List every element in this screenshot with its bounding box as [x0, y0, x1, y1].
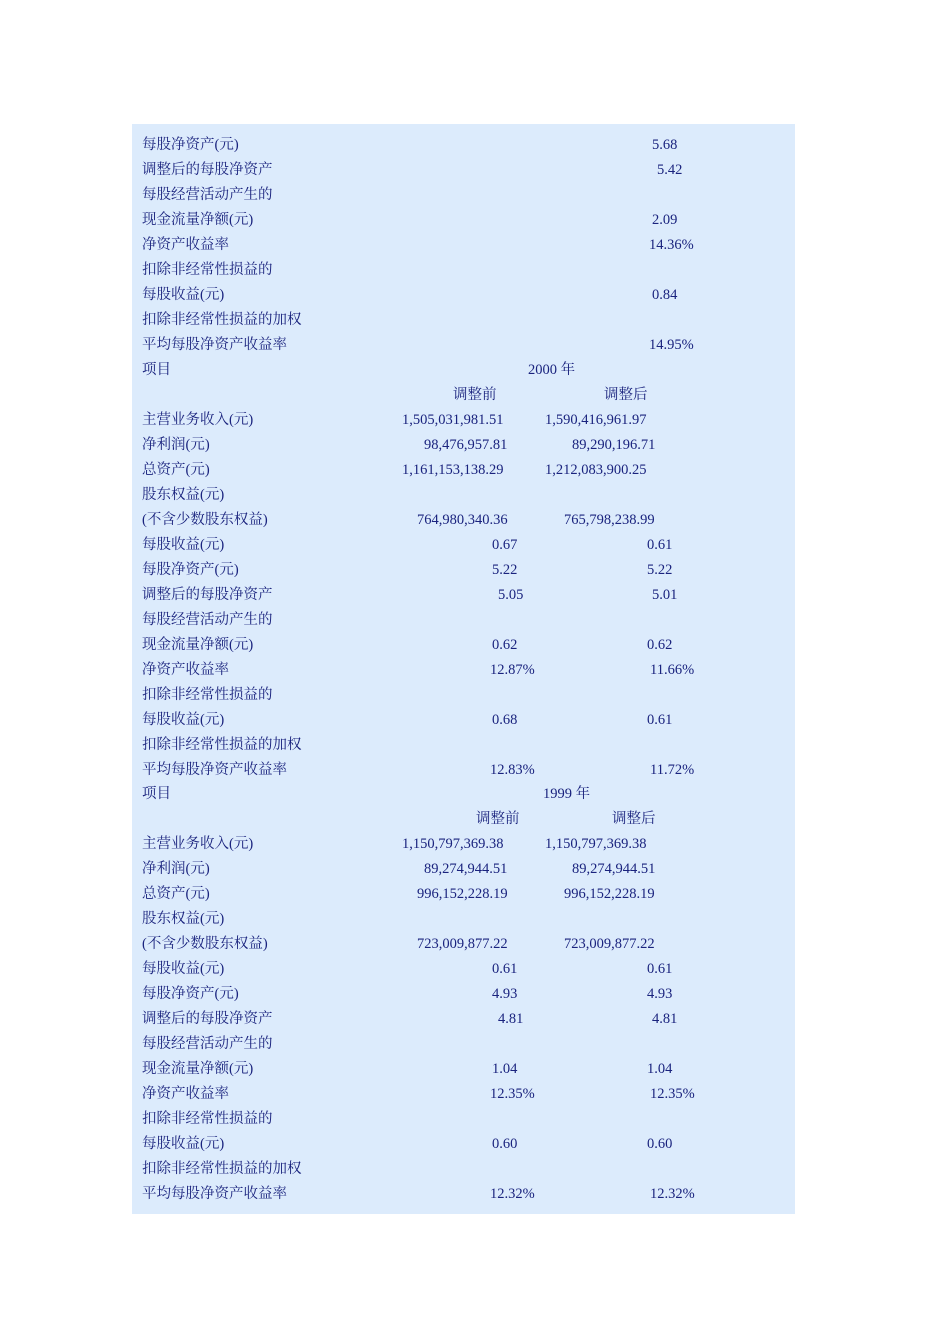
value-before: 12.35%: [490, 1086, 535, 1102]
year-label: 1999 年: [543, 786, 591, 802]
row-value: 5.68: [652, 137, 678, 153]
value-after: 4.93: [647, 986, 673, 1002]
value-before: 1.04: [492, 1061, 518, 1077]
row-value: 14.95%: [649, 337, 694, 353]
row-label: 调整后的每股净资产: [142, 162, 273, 178]
section-header-row: [132, 782, 795, 807]
row-label: 每股经营活动产生的: [142, 612, 273, 628]
value-before: 0.61: [492, 961, 518, 977]
value-after: 996,152,228.19: [564, 886, 655, 902]
value-after: 89,274,944.51: [572, 861, 656, 877]
value-before: 98,476,957.81: [424, 437, 508, 453]
value-before: 0.60: [492, 1136, 518, 1152]
table-row: [132, 633, 795, 658]
table-row: [132, 1132, 795, 1157]
table-row: [132, 283, 795, 308]
table-row: [132, 558, 795, 583]
row-label: 平均每股净资产收益率: [142, 1186, 287, 1202]
table-row: [132, 1182, 795, 1207]
value-before: 0.67: [492, 537, 518, 553]
row-label: 扣除非经常性损益的加权: [142, 737, 302, 753]
row-label: 主营业务收入(元): [142, 836, 254, 852]
table-row: [132, 1082, 795, 1107]
section-header-row: [132, 358, 795, 383]
row-label: 股东权益(元): [142, 911, 225, 927]
row-label: 总资产(元): [142, 886, 210, 902]
row-label: 每股收益(元): [142, 712, 225, 728]
table-row: [132, 932, 795, 957]
value-before: 12.87%: [490, 662, 535, 678]
table-row: [132, 882, 795, 907]
table-row: [132, 508, 795, 533]
row-label: 每股收益(元): [142, 537, 225, 553]
row-label: 每股收益(元): [142, 961, 225, 977]
value-after: 1,212,083,900.25: [545, 462, 647, 478]
table-row: [132, 533, 795, 558]
value-before: 996,152,228.19: [417, 886, 508, 902]
table-row: [132, 758, 795, 783]
value-before: 723,009,877.22: [417, 936, 508, 952]
value-before: 764,980,340.36: [417, 512, 508, 528]
value-before: 1,505,031,981.51: [402, 412, 504, 428]
value-after: 11.66%: [650, 662, 695, 678]
row-label: 现金流量净额(元): [142, 1061, 254, 1077]
table-row: [132, 158, 795, 183]
row-label: 股东权益(元): [142, 487, 225, 503]
table-row: [132, 957, 795, 982]
table-row: [132, 408, 795, 433]
table-row: [132, 483, 795, 508]
item-label: 项目: [142, 786, 171, 802]
row-label: 每股净资产(元): [142, 986, 239, 1002]
row-label: 扣除非经常性损益的: [142, 1111, 273, 1127]
value-after: 765,798,238.99: [564, 512, 655, 528]
row-label: 净利润(元): [142, 861, 210, 877]
row-label: 每股经营活动产生的: [142, 187, 273, 203]
table-row: [132, 857, 795, 882]
row-value: 0.84: [652, 287, 678, 303]
table-row: [132, 683, 795, 708]
value-before: 12.83%: [490, 762, 535, 778]
row-label: (不含少数股东权益): [142, 512, 268, 528]
row-label: 净利润(元): [142, 437, 210, 453]
row-label: 扣除非经常性损益的: [142, 262, 273, 278]
row-label: 平均每股净资产收益率: [142, 762, 287, 778]
table-row: [132, 832, 795, 857]
column-header-before: 调整前: [453, 387, 497, 403]
column-header-row: [132, 807, 795, 832]
value-before: 1,161,153,138.29: [402, 462, 504, 478]
table-row: [132, 433, 795, 458]
row-label: 净资产收益率: [142, 1086, 229, 1102]
row-label: 净资产收益率: [142, 237, 229, 253]
value-before: 89,274,944.51: [424, 861, 508, 877]
value-after: 1,590,416,961.97: [545, 412, 647, 428]
row-label: 每股净资产(元): [142, 137, 239, 153]
table-row: [132, 233, 795, 258]
year-label: 2000 年: [528, 362, 576, 378]
table-row: [132, 1107, 795, 1132]
value-after: 1.04: [647, 1061, 673, 1077]
table-row: [132, 1007, 795, 1032]
column-header-after: 调整后: [604, 387, 648, 403]
value-before: 12.32%: [490, 1186, 535, 1202]
row-value: 5.42: [657, 162, 683, 178]
financial-data-table: [132, 124, 795, 1214]
table-row: [132, 208, 795, 233]
column-header-after: 调整后: [612, 811, 656, 827]
value-after: 4.81: [652, 1011, 678, 1027]
table-row: [132, 458, 795, 483]
table-row: [132, 1057, 795, 1082]
column-header-before: 调整前: [476, 811, 520, 827]
value-after: 12.32%: [650, 1186, 695, 1202]
value-after: 0.61: [647, 961, 673, 977]
value-after: 89,290,196.71: [572, 437, 656, 453]
row-label: 净资产收益率: [142, 662, 229, 678]
value-after: 0.61: [647, 537, 673, 553]
value-before: 0.62: [492, 637, 518, 653]
row-label: 每股净资产(元): [142, 562, 239, 578]
table-row: [132, 708, 795, 733]
row-label: 每股收益(元): [142, 1136, 225, 1152]
table-row: [132, 658, 795, 683]
value-after: 1,150,797,369.38: [545, 836, 647, 852]
row-label: 每股收益(元): [142, 287, 225, 303]
value-after: 5.01: [652, 587, 678, 603]
row-label: 调整后的每股净资产: [142, 587, 273, 603]
row-label: 扣除非经常性损益的: [142, 687, 273, 703]
value-after: 0.60: [647, 1136, 673, 1152]
value-before: 1,150,797,369.38: [402, 836, 504, 852]
row-label: 扣除非经常性损益的加权: [142, 1161, 302, 1177]
table-row: [132, 1157, 795, 1182]
value-before: 5.22: [492, 562, 518, 578]
table-row: [132, 907, 795, 932]
table-row: [132, 183, 795, 208]
item-label: 项目: [142, 362, 171, 378]
table-row: [132, 258, 795, 283]
table-row: [132, 308, 795, 333]
row-label: 主营业务收入(元): [142, 412, 254, 428]
row-label: 现金流量净额(元): [142, 637, 254, 653]
value-after: 0.61: [647, 712, 673, 728]
value-after: 11.72%: [650, 762, 695, 778]
value-after: 0.62: [647, 637, 673, 653]
row-label: 扣除非经常性损益的加权: [142, 312, 302, 328]
table-row: [132, 982, 795, 1007]
value-before: 0.68: [492, 712, 518, 728]
value-before: 5.05: [498, 587, 524, 603]
row-label: 每股经营活动产生的: [142, 1036, 273, 1052]
table-row: [132, 1032, 795, 1057]
value-before: 4.81: [498, 1011, 524, 1027]
table-row: [132, 733, 795, 758]
table-row: [132, 333, 795, 358]
table-row: [132, 133, 795, 158]
table-row: [132, 583, 795, 608]
value-after: 5.22: [647, 562, 673, 578]
value-after: 723,009,877.22: [564, 936, 655, 952]
row-label: 平均每股净资产收益率: [142, 337, 287, 353]
row-value: 14.36%: [649, 237, 694, 253]
column-header-row: [132, 383, 795, 408]
value-after: 12.35%: [650, 1086, 695, 1102]
value-before: 4.93: [492, 986, 518, 1002]
row-label: 调整后的每股净资产: [142, 1011, 273, 1027]
table-row: [132, 608, 795, 633]
row-value: 2.09: [652, 212, 678, 228]
row-label: (不含少数股东权益): [142, 936, 268, 952]
row-label: 现金流量净额(元): [142, 212, 254, 228]
row-label: 总资产(元): [142, 462, 210, 478]
